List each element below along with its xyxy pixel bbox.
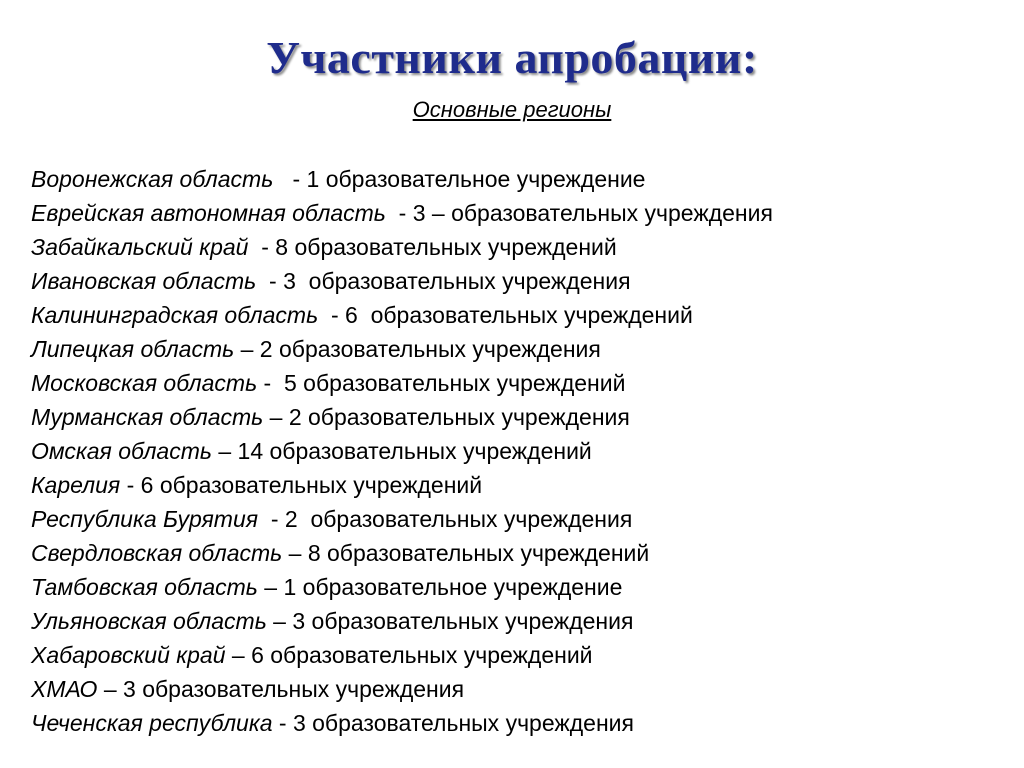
region-item-karelia [31,468,773,502]
region-name: Воронежская область [31,166,274,192]
region-detail: - 1 образовательное учреждение [273,166,646,192]
region-detail: - 2 образовательных учреждения [258,506,633,532]
regions-list [31,162,773,740]
region-item-khabarovsk [31,638,773,672]
region-detail: - 3 образовательных учреждения [256,268,631,294]
region-item-lipetsk [31,332,773,366]
region-detail: - 6 образовательных учреждений [318,302,693,328]
region-name: Забайкальский край [31,234,249,260]
region-name: Ивановская область [31,268,257,294]
region-detail: – 1 образовательное учреждение [257,574,623,600]
region-name: Московская область [31,370,258,396]
region-detail: – 6 образовательных учреждений [225,642,593,668]
region-detail: - 8 образовательных учреждений [248,234,617,260]
region-item-buryatia [31,502,773,536]
region-detail: - 3 – образовательных учреждения [385,200,773,226]
region-detail: – 2 образовательных учреждения [234,336,601,362]
region-detail: - 5 образовательных учреждений [257,370,626,396]
region-name: Карелия [31,472,121,498]
region-name: Липецкая область [31,336,235,362]
region-item-tambov [31,570,773,604]
region-item-omsk [31,434,773,468]
region-name: Омская область [31,438,212,464]
region-item-ivanovo [31,264,773,298]
region-item-murmansk [31,400,773,434]
region-detail: – 14 образовательных учреждений [211,438,592,464]
slide-title: Участники апробации: [266,32,758,83]
region-name: Чеченская республика [31,710,273,736]
region-detail: – 3 образовательных учреждения [97,676,465,702]
region-detail: - 3 образовательных учреждения [272,710,634,736]
region-name: Тамбовская область [31,574,258,600]
region-name: Свердловская область [31,540,283,566]
region-name: Республика Бурятия [31,506,259,532]
region-detail: – 8 образовательных учреждений [282,540,650,566]
region-detail: – 2 образовательных учреждения [263,404,630,430]
region-name: ХМАО [31,676,98,702]
region-name: Калининградская область [31,302,319,328]
region-item-jewish-ao [31,196,773,230]
region-name: Ульяновская область [31,608,267,634]
region-item-khmao [31,672,773,706]
slide-subtitle: Основные регионы [412,97,612,122]
region-detail: - 6 образовательных учреждений [120,472,483,498]
region-item-chechnya [31,706,773,740]
region-item-sverdlovsk [31,536,773,570]
region-name: Мурманская область [31,404,264,430]
region-item-kaliningrad [31,298,773,332]
region-name: Хабаровский край [31,642,226,668]
region-item-zabaikalsky [31,230,773,264]
region-detail: – 3 образовательных учреждения [266,608,634,634]
region-name: Еврейская автономная область [31,200,386,226]
region-item-voronezh [31,162,773,196]
region-item-moscow-oblast [31,366,773,400]
region-item-ulyanovsk [31,604,773,638]
